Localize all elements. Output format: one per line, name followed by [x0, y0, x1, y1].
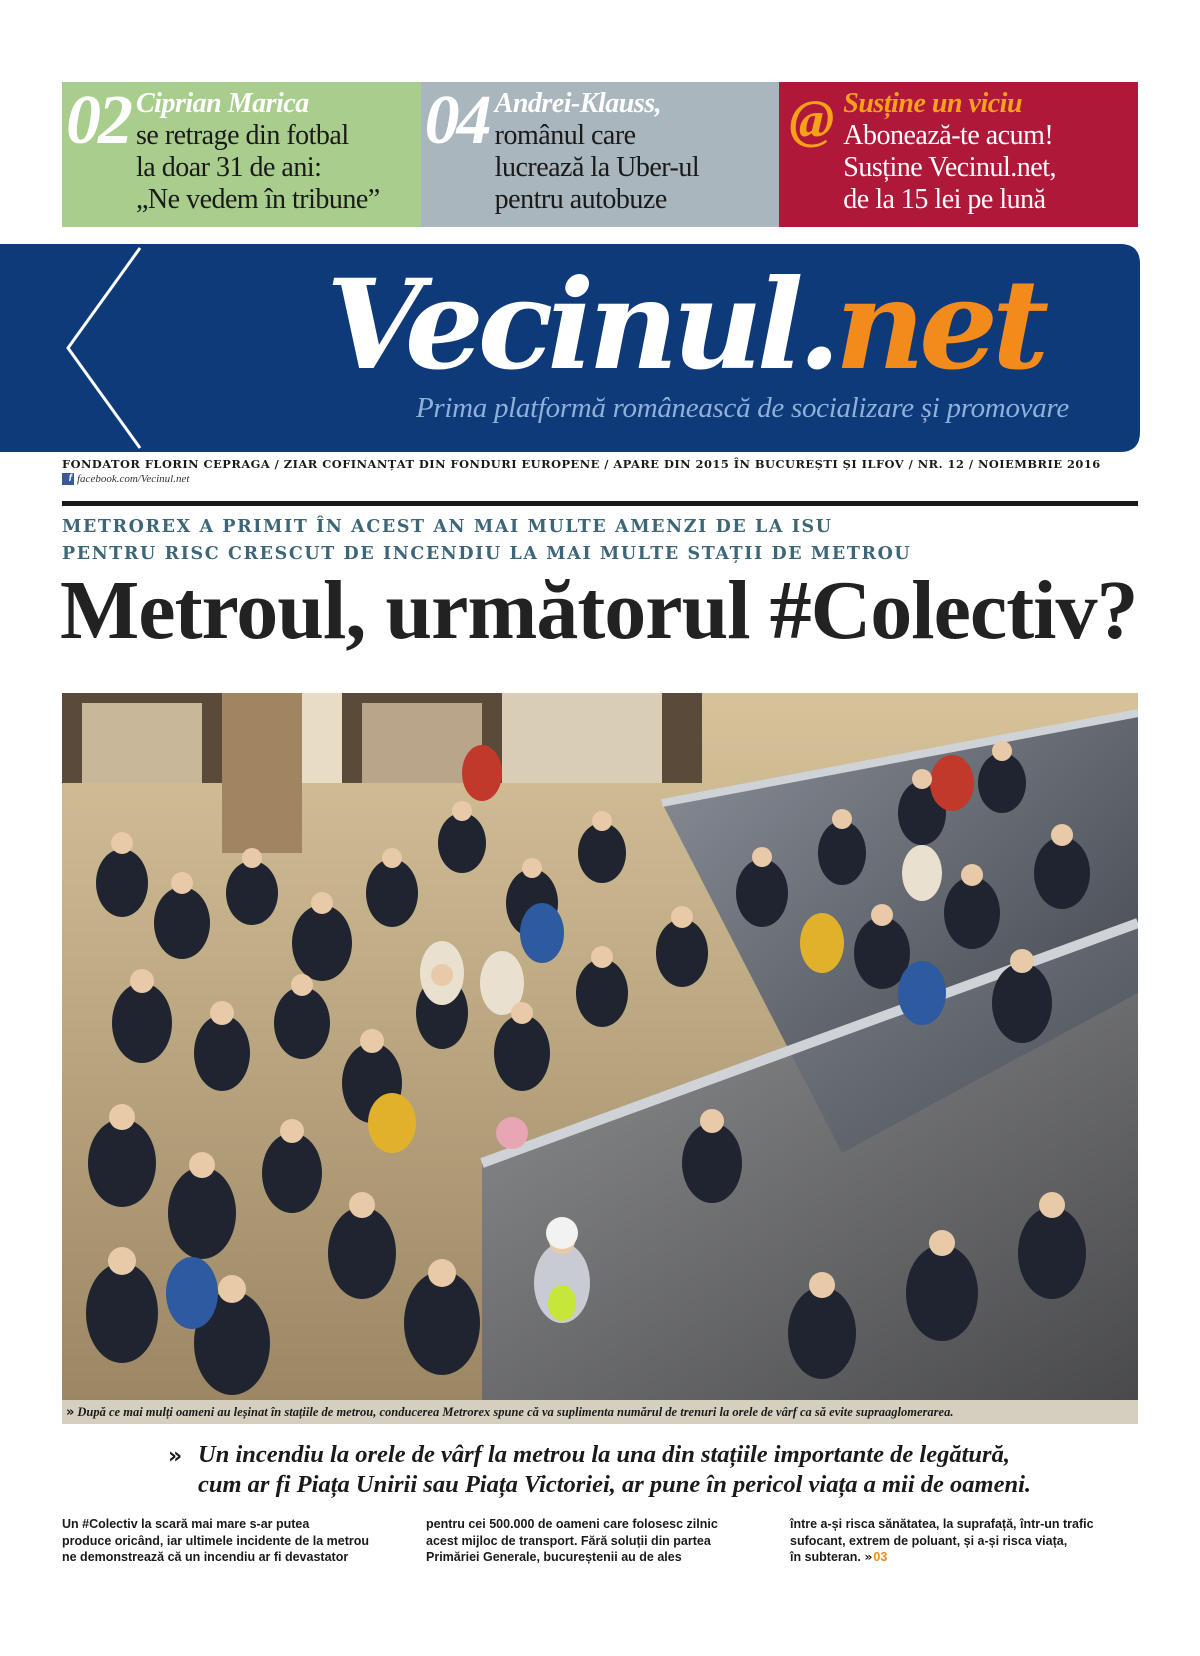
pull-quote-line: Un incendiu la orele de vârf la metrou la una din stațiile importante de legătură,	[198, 1441, 1010, 1468]
body-line: Primăriei Generale, bucureștenii au de ales	[426, 1550, 682, 1564]
body-column-1	[62, 1516, 392, 1566]
metro-crowd-photo	[62, 693, 1138, 1400]
teaser-heading: Andrei-Klauss,	[494, 88, 662, 119]
teaser-line: Abonează-te acum!	[843, 120, 1054, 151]
photo-caption	[62, 1400, 1138, 1424]
body-text: în subteran.	[790, 1550, 861, 1564]
body-line: ne demonstrează că un incendiu ar fi devastator	[62, 1550, 349, 1564]
double-chevron-icon: »	[168, 1444, 177, 1469]
body-column-2	[426, 1516, 756, 1566]
teaser-marica[interactable]	[62, 82, 421, 227]
body-column-3	[790, 1516, 1120, 1566]
caption-text: După ce mai mulți oameni au leșinat în stațiile de metrou, conducerea Metrorex spune că va suplimenta numărul de trenuri la orele de vârf ca să evite supraaglomerarea.	[77, 1404, 954, 1419]
pull-quote	[168, 1440, 1068, 1500]
teaser-line: pentru autobuze	[494, 184, 667, 215]
teaser-strip	[62, 82, 1138, 227]
facebook-url: facebook.com/Vecinul.net	[77, 473, 190, 485]
issue-info: FONDATOR FLORIN CEPRAGA / ZIAR COFINANȚAT DIN FONDURI EUROPENE / APARE DIN 2015 ÎN BUCUREȘTI ȘI ILFOV / NR. 12 / NOIEMBRIE 2016	[62, 457, 1101, 471]
facebook-icon: f	[62, 473, 74, 485]
teaser-heading: Susține un viciu	[843, 88, 1023, 119]
logo-name: Vecinul.	[326, 253, 835, 398]
logo-tld: net	[834, 253, 1044, 398]
body-line: pentru cei 500.000 de oameni care folosesc zilnic	[426, 1517, 718, 1531]
body-line: sufocant, extrem de poluant, și a-și risca viața,	[790, 1533, 1068, 1548]
teaser-line: de la 15 lei pe lună	[843, 184, 1046, 215]
photo-illustration	[62, 693, 1138, 1400]
logo[interactable]	[326, 253, 1044, 398]
teaser-text	[136, 88, 380, 227]
pull-quote-line: cum ar fi Piața Unirii sau Piața Victoriei, ar pune în pericol viața a mii de oameni.	[198, 1471, 1032, 1498]
body-line: Un #Colectiv la scară mai mare s-ar putea	[62, 1517, 310, 1531]
teaser-heading: Ciprian Marica	[136, 88, 309, 119]
double-chevron-icon: »	[864, 1549, 870, 1564]
teaser-page-number: 02	[66, 82, 130, 159]
tagline: Prima platformă românească de socializare și promovare	[416, 392, 1069, 424]
teaser-line: românul care	[494, 120, 636, 151]
teaser-andrei-klauss[interactable]	[421, 82, 780, 227]
teaser-line: „Ne vedem în tribune”	[136, 184, 380, 215]
kicker-line: METROREX A PRIMIT ÎN ACEST AN MAI MULTE AMENZI DE LA ISU	[62, 517, 833, 537]
double-chevron-icon: »	[66, 1404, 72, 1420]
body-line: între a-și risca sănătatea, la suprafață, într-un trafic	[790, 1517, 1094, 1531]
teaser-line: la doar 31 de ani:	[136, 152, 322, 183]
teaser-subscribe[interactable]	[779, 82, 1138, 227]
body-line: acest mijloc de transport. Fără soluții din partea	[426, 1533, 711, 1548]
at-sign-icon: @	[789, 89, 832, 149]
body-line-last	[790, 1549, 1120, 1566]
teaser-page-number: 04	[424, 82, 489, 159]
teaser-text	[843, 88, 1056, 227]
continued-on-page-link[interactable]: 03	[873, 1550, 888, 1564]
body-line: produce oricând, iar ultimele incidente de la metrou	[62, 1533, 370, 1548]
kicker-line: PENTRU RISC CRESCUT DE INCENDIU LA MAI MULTE STAȚII DE METROU	[62, 544, 912, 564]
facebook-link[interactable]	[62, 473, 189, 485]
teaser-line: Susține Vecinul.net,	[843, 152, 1056, 183]
teaser-line: lucrează la Uber-ul	[494, 152, 700, 183]
teaser-text	[495, 88, 699, 227]
masthead	[0, 244, 1140, 452]
kicker	[62, 514, 911, 568]
teaser-line: se retrage din fotbal	[136, 120, 349, 151]
headline: Metroul, următorul #Colectiv?	[60, 564, 1138, 657]
divider	[62, 501, 1138, 506]
